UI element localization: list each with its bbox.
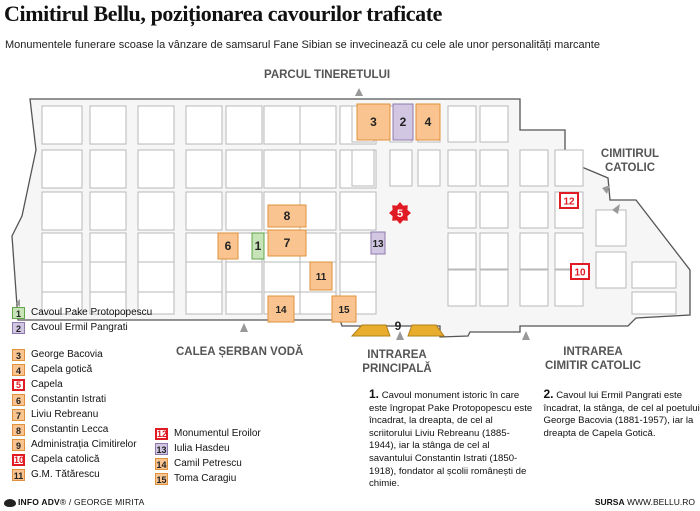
cemetery-block [264, 150, 300, 188]
note-2-text: Cavoul lui Ermil Pangrati este încadrat, la stânga, de cel al poetului George Bacovia (1881-1957), iar la dreapta de Capela Gotică. [543, 390, 700, 439]
legend-column-1 [12, 305, 152, 482]
label-parcul-tineretului: PARCUL TINERETULUI [264, 69, 391, 81]
cemetery-block [632, 292, 676, 314]
note-2-number: 2. [543, 387, 554, 401]
note-1-text: Cavoul monument istoric în care este îngropat Pake Protopopescu este încadrat, la dreapta, de cel al scriitorului Liviu Rebreanu (1885-1944), iar la stânga de cel al savantului Constantin Istrati (1850-1918), fondator al școlii românești de chimie. [369, 390, 533, 490]
cemetery-block [186, 292, 222, 314]
cemetery-block [448, 192, 476, 228]
page-title: Cimitirul Bellu, poziționarea cavourilor traficate [4, 1, 443, 26]
legend-label-1: Cavoul Pake Protopopescu [31, 307, 153, 318]
marker-4 [416, 104, 440, 140]
note-1-number: 1. [369, 387, 380, 401]
marker-9-number: 9 [394, 319, 402, 333]
legend-badge-9: 9 [12, 439, 25, 451]
marker-12 [560, 193, 578, 208]
legend-label-4: Capela gotică [31, 364, 93, 375]
legend-label-8: Constantin Lecca [31, 424, 109, 435]
legend-item-12 [155, 426, 261, 441]
footer-author: ® / GEORGE MIRITA [59, 497, 145, 507]
label-intrarea-principala-2: PRINCIPALĂ [362, 363, 432, 375]
legend-label-10: Capela catolică [31, 454, 100, 465]
label-calea-serban-voda: CALEA ȘERBAN VODĂ [176, 346, 304, 358]
marker-2 [393, 104, 413, 140]
cemetery-block [138, 106, 174, 144]
marker-12-number: 12 [563, 196, 575, 208]
legend-badge-12: 12 [157, 428, 168, 439]
marker-13 [371, 232, 385, 254]
marker-4-number: 4 [424, 115, 432, 129]
legend-item-3 [12, 347, 152, 362]
legend-label-13: Iulia Hasdeu [174, 443, 230, 454]
marker-11-number: 11 [315, 272, 327, 283]
marker-8-number: 8 [283, 209, 291, 223]
cemetery-block [480, 233, 508, 269]
label-intrarea-catolic-1: INTRAREA [563, 346, 623, 358]
cemetery-block [390, 150, 412, 186]
cemetery-block [340, 192, 376, 230]
legend-label-11: G.M. Tătărescu [31, 469, 100, 480]
legend-item-13 [155, 441, 261, 456]
cemetery-block [448, 233, 476, 269]
legend-badge-13: 13 [156, 444, 167, 455]
legend-column-2 [155, 426, 261, 486]
cemetery-block [418, 150, 440, 186]
legend-item-8 [12, 422, 152, 437]
legend-badge-6: 6 [12, 394, 25, 406]
cemetery-block [448, 150, 476, 186]
footer-brand: INFO ADV [18, 497, 60, 507]
cemetery-block [138, 192, 174, 230]
cemetery-block [520, 270, 548, 306]
marker-1-number: 1 [254, 239, 262, 253]
marker-15 [332, 296, 356, 322]
cemetery-block [596, 210, 626, 246]
legend-item-9 [12, 437, 152, 452]
cemetery-block [352, 150, 374, 186]
east-entrance-tick [522, 331, 530, 340]
marker-14-number: 14 [275, 305, 287, 316]
legend-badge-15: 15 [156, 474, 167, 485]
marker-5 [389, 202, 411, 224]
legend-badge-10: 10 [14, 454, 25, 465]
marker-3 [357, 104, 390, 140]
cemetery-block [90, 106, 126, 144]
legend-label-9: Administrația Cimitirelor [31, 439, 137, 450]
marker-6-number: 6 [224, 239, 232, 253]
footer-source-url: WWW.BELLU.RO [624, 497, 695, 507]
legend-item-14 [155, 456, 261, 471]
cemetery-block [520, 150, 548, 186]
legend-badge-11: 11 [13, 470, 24, 481]
legend-badge-4: 4 [12, 364, 25, 376]
cemetery-block [480, 106, 508, 142]
legend-item-11 [12, 467, 152, 482]
legend-item-4 [12, 362, 152, 377]
legend-badge-3: 3 [12, 349, 25, 361]
eye-logo-icon [4, 499, 16, 507]
cemetery-block [226, 292, 262, 314]
marker-10-number: 10 [574, 267, 586, 279]
legend-label-14: Camil Petrescu [174, 458, 242, 469]
cemetery-block [42, 150, 82, 188]
legend-item-15 [155, 471, 261, 486]
cemetery-block [226, 192, 262, 230]
marker-11 [310, 262, 332, 290]
legend-badge-2: 2 [12, 322, 25, 334]
cemetery-block [480, 192, 508, 228]
label-cimitirul-catolic-2: CATOLIC [604, 162, 656, 174]
cemetery-block [520, 233, 548, 269]
label-intrarea-principala-1: INTRAREA [367, 349, 427, 361]
cemetery-block [448, 106, 476, 142]
cemetery-block [300, 292, 336, 314]
legend-badge-8: 8 [12, 424, 25, 436]
marker-13-number: 13 [372, 239, 384, 250]
note-1 [369, 388, 700, 492]
marker-14 [268, 296, 294, 322]
cemetery-block [555, 150, 583, 186]
cemetery-block [520, 192, 548, 228]
cemetery-block [226, 150, 262, 188]
legend-item-6 [12, 392, 152, 407]
cemetery-block [138, 150, 174, 188]
legend-item-10 [12, 452, 152, 467]
legend-badge-1: 1 [12, 307, 25, 319]
marker-7 [268, 230, 306, 256]
footer-source [595, 497, 695, 507]
legend-label-7: Liviu Rebreanu [31, 409, 99, 420]
legend-label-3: George Bacovia [31, 349, 103, 360]
cemetery-block [264, 106, 300, 144]
footer-source-label: SURSA [594, 497, 625, 507]
label-cimitirul-catolic-1: CIMITIRUL [600, 148, 660, 160]
west-entrance-tick [240, 323, 248, 332]
marker-15-number: 15 [338, 305, 350, 316]
legend-label-5: Capela [31, 379, 63, 390]
marker-1 [252, 233, 264, 259]
legend-label-15: Toma Caragiu [174, 473, 237, 484]
cemetery-block [480, 270, 508, 306]
marker-7-number: 7 [283, 236, 291, 250]
cemetery-block [90, 150, 126, 188]
cemetery-block [632, 262, 676, 288]
page-subtitle: Monumentele funerare scoase la vânzare de samsarul Fane Sibian se invecinează cu cele ale unor personalități marcante [5, 39, 600, 51]
cemetery-block [186, 150, 222, 188]
legend-badge-14: 14 [156, 459, 167, 470]
marker-3-number: 3 [370, 115, 377, 129]
cemetery-block [596, 252, 626, 288]
cemetery-block [90, 192, 126, 230]
marker-5-number: 5 [396, 208, 404, 220]
cemetery-block [186, 192, 222, 230]
marker-10 [571, 264, 589, 279]
legend-item-1 [12, 305, 152, 320]
legend-item-2 [12, 320, 152, 335]
cemetery-block [448, 270, 476, 306]
cemetery-block [300, 150, 336, 188]
marker-8 [268, 205, 306, 227]
legend-label-2: Cavoul Ermil Pangrati [31, 322, 128, 333]
footer-credit [4, 497, 145, 507]
marker-6 [218, 233, 238, 259]
legend-item-7 [12, 407, 152, 422]
label-intrarea-catolic-2: CIMITIR CATOLIC [544, 360, 642, 372]
cemetery-block [42, 106, 82, 144]
cemetery-block [42, 192, 82, 230]
cemetery-block [186, 106, 222, 144]
legend-item-5 [12, 377, 152, 392]
marker-2-number: 2 [399, 115, 407, 129]
legend-label-12: Monumentul Eroilor [174, 428, 261, 439]
legend-label-6: Constantin Istrati [31, 394, 107, 405]
cemetery-block [300, 106, 336, 144]
legend-badge-5: 5 [12, 379, 25, 391]
north-tick [355, 88, 363, 96]
cemetery-block [226, 106, 262, 144]
legend-badge-7: 7 [12, 409, 25, 421]
cemetery-block [480, 150, 508, 186]
